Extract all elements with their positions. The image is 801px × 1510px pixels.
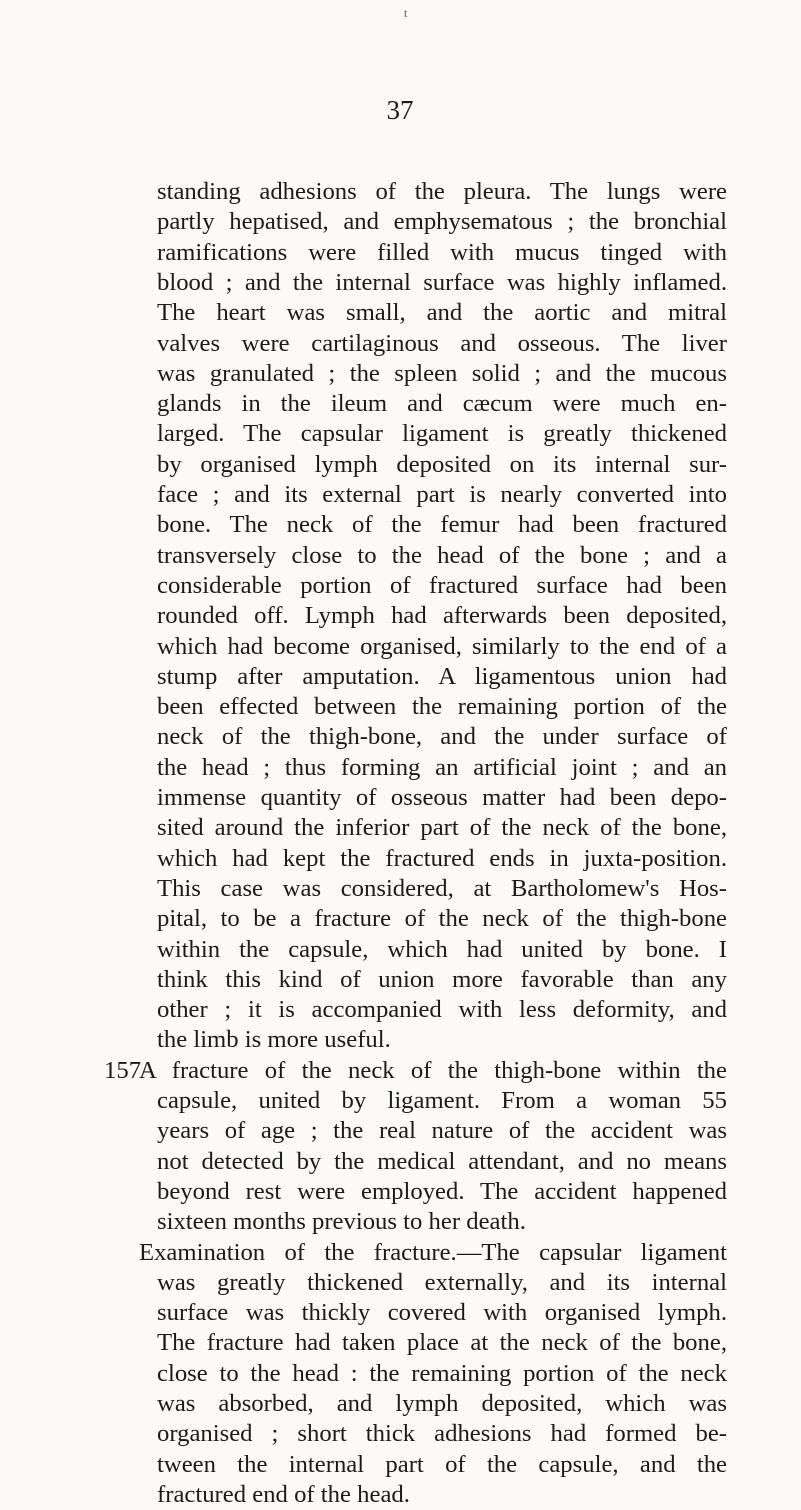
text-line: transversely close to the head of the bone ; and a [157,541,727,569]
text-line: think this kind of union more favorable than any [157,965,727,993]
page-number: 37 [386,95,414,125]
text-line: the limb is more useful. [157,1026,391,1054]
text-line: tween the internal part of the capsule, and the [157,1450,727,1478]
text-line: Examination of the fracture.—The capsular ligament [139,1238,727,1266]
text-line: valves were cartilaginous and osseous. The liver [157,329,727,357]
text-line: sited around the inferior part of the neck of the bone, [157,814,727,842]
text-line: A fracture of the neck of the thigh-bone within the [139,1056,727,1084]
text-line: neck of the thigh-bone, and the under surface of [157,723,727,751]
text-line: blood ; and the internal surface was highly inflamed. [157,268,727,296]
text-line: beyond rest were employed. The accident happened [157,1177,727,1205]
text-line: was greatly thickened externally, and its internal [157,1268,727,1296]
text-line: was granulated ; the spleen solid ; and the mucous [157,359,727,387]
text-line: been effected between the remaining portion of the [157,693,727,721]
text-line: sixteen months previous to her death. [157,1208,526,1236]
text-line: other ; it is accompanied with less deformity, and [157,996,727,1024]
text-line: fractured end of the head. [157,1480,410,1508]
text-line: not detected by the medical attendant, and no means [157,1147,727,1175]
text-line: ramifications were filled with mucus tinged with [157,238,727,266]
text-line: pital, to be a fracture of the neck of the thigh-bone [157,905,727,933]
text-line: rounded off. Lymph had afterwards been deposited, [157,602,727,630]
text-line: This case was considered, at Bartholomew's Hos- [157,874,727,902]
text-line: larged. The capsular ligament is greatly thickened [157,420,727,448]
text-line: surface was thickly covered with organised lymph. [157,1299,727,1327]
text-line: years of age ; the real nature of the accident was [157,1117,727,1145]
margin-mark: t [404,6,408,20]
text-line: close to the head : the remaining portion of the neck [157,1359,727,1387]
text-line: The fracture had taken place at the neck of the bone, [157,1329,727,1357]
text-line: within the capsule, which had united by bone. I [157,935,727,963]
text-line: which had kept the fractured ends in juxta-position. [157,844,727,872]
text-line: bone. The neck of the femur had been fractured [157,511,727,539]
text-line: glands in the ileum and cæcum were much en- [157,390,727,418]
text-line: organised ; short thick adhesions had formed be- [157,1420,727,1448]
text-line: considerable portion of fractured surface had been [157,571,727,599]
text-line: was absorbed, and lymph deposited, which was [157,1390,727,1417]
text-line: the head ; thus forming an artificial joint ; and an [157,753,727,781]
text-line: stump after amputation. A ligamentous union had [157,662,727,690]
text-line: immense quantity of osseous matter had been depo- [157,784,727,811]
text-line: partly hepatised, and emphysematous ; the bronchial [157,208,727,236]
section-number: 157 [104,1056,142,1084]
text-line: capsule, united by ligament. From a woman 55 [157,1087,727,1114]
text-line: which had become organised, similarly to the end of a [157,632,727,660]
text-line: face ; and its external part is nearly converted into [157,481,727,508]
text-line: The heart was small, and the aortic and mitral [157,299,727,327]
text-line: standing adhesions of the pleura. The lungs were [157,178,727,205]
text-line: by organised lymph deposited on its internal sur- [157,450,727,478]
